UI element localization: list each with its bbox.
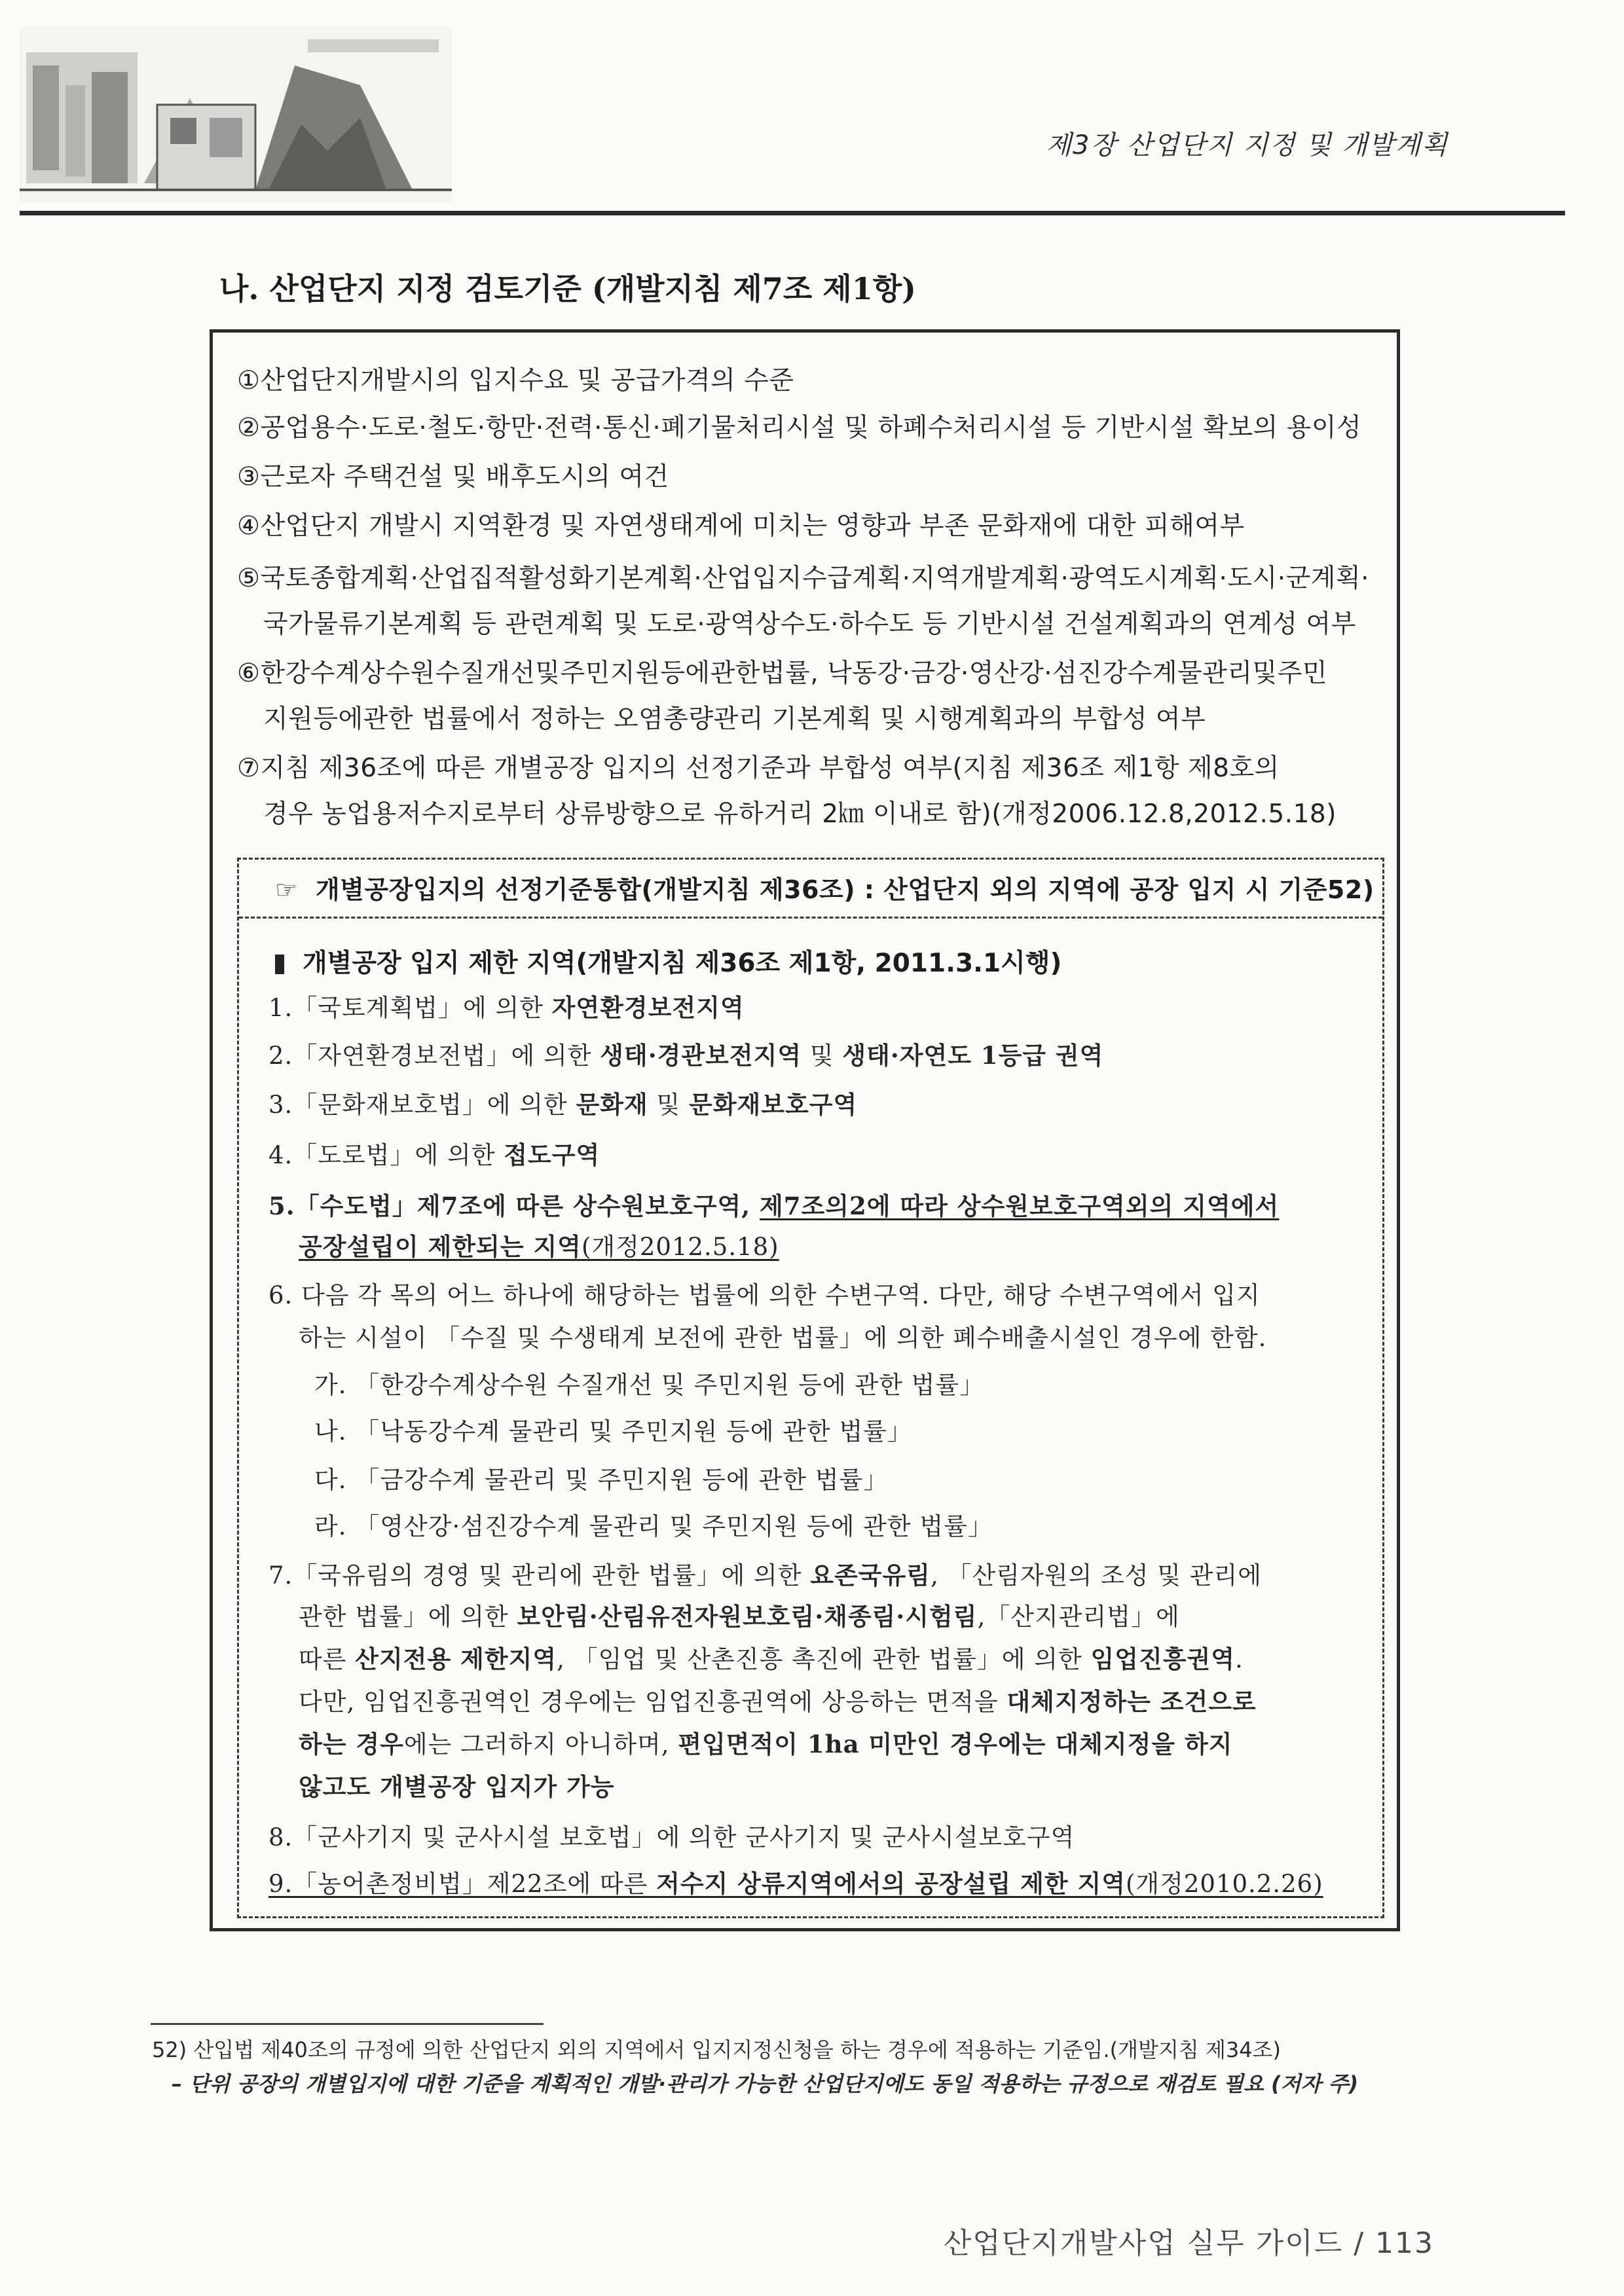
restrict-item-2: 2.「자연환경보전법」에 의한 생태·경관보전지역 및 생태·자연도 1등급 권역 [268, 1041, 1104, 1070]
restrict-item-6-da: 다. 「금강수계 물관리 및 주민지원 등에 관한 법률」 [314, 1466, 889, 1494]
inner-title-divider [239, 917, 1382, 919]
restrict-item-7-line6: 않고도 개별공장 입지가 가능 [299, 1772, 615, 1801]
site-criteria-title-text: 개별공장입지의 선정기준통합(개발지침 제36조) : 산업단지 외의 지역에 공장 입지 시 기준52) [316, 875, 1375, 904]
restrict-item-5: 5.「수도법」제7조에 따른 상수원보호구역, 제7조의2에 따라 상수원보호구역외의 지역에서 [268, 1192, 1280, 1220]
section-heading: 나. 산업단지 지정 검토기준 (개발지침 제7조 제1항) [219, 271, 916, 306]
restrict-item-7-line2: 관한 법률」에 의한 보안림·산림유전자원보호림·채종림·시험림,「산지관리법」에 [299, 1602, 1180, 1631]
criterion-3: ③근로자 주택건설 및 배후도시의 여건 [237, 462, 669, 492]
restrict-item-4: 4.「도로법」에 의한 접도구역 [268, 1140, 600, 1169]
restrict-item-6-na: 나. 「낙동강수계 물관리 및 주민지원 등에 관한 법률」 [314, 1417, 912, 1446]
criterion-6: ⑥한강수계상수원수질개선및주민지원등에관한법률, 낙동강·금강·영산강·섬진강수계물관리및주민 [237, 659, 1328, 688]
criterion-7-cont: 경우 농업용저수지로부터 상류방향으로 유하거리 2㎞ 이내로 함)(개정2006.12.8,2012.5.18) [263, 799, 1337, 829]
restrict-item-6-ra: 라. 「영산강·섬진강수계 물관리 및 주민지원 등에 관한 법률」 [314, 1512, 993, 1540]
pointing-hand-icon: ☞ [275, 875, 298, 904]
header-rule [20, 211, 1565, 215]
restrict-item-9: 9.「농어촌정비법」제22조에 따른 저수지 상류지역에서의 공장설립 제한 지역(개정2010.2.26) [268, 1869, 1323, 1898]
restrict-item-7: 7.「국유림의 경영 및 관리에 관한 법률」에 의한 요존국유림, 「산림자원의 조성 및 관리에 [268, 1561, 1262, 1590]
restrict-item-6: 6. 다음 각 목의 어느 하나에 해당하는 법률에 의한 수변구역. 다만, 해당 수변구역에서 입지 [268, 1281, 1261, 1309]
page-footer: 산업단지개발사업 실무 가이드 / 113 [943, 2227, 1434, 2260]
restrict-heading [275, 943, 1061, 979]
footnote-52: 52) 산입법 제40조의 규정에 의한 산업단지 외의 지역에서 입지지정신청을 하는 경우에 적용하는 기준임.(개발지침 제34조) [152, 2037, 1281, 2062]
square-bullet-icon [275, 955, 284, 974]
restrict-item-6-cont: 하는 시설이 「수질 및 수생태계 보전에 관한 법률」에 의한 폐수배출시설인 경우에 한함. [299, 1324, 1267, 1352]
criterion-2: ②공업용수·도로·철도·항만·전력·통신·폐기물처리시설 및 하폐수처리시설 등 기반시설 확보의 용이성 [237, 413, 1362, 443]
criterion-1: ①산업단지개발시의 입지수요 및 공급가격의 수준 [237, 366, 794, 395]
restrict-item-3: 3.「문화재보호법」에 의한 문화재 및 문화재보호구역 [268, 1090, 858, 1119]
site-criteria-title [275, 869, 1375, 905]
restrict-item-6-ga: 가. 「한강수계상수원 수질개선 및 주민지원 등에 관한 법률」 [314, 1371, 985, 1399]
restrict-item-7-line5: 하는 경우에는 그러하지 아니하며, 편입면적이 1ha 미만인 경우에는 대체지정을 하지 [299, 1730, 1233, 1758]
criterion-5-cont: 국가물류기본계획 등 관련계획 및 도로·광역상수도·하수도 등 기반시설 건설계획과의 연계성 여부 [263, 610, 1356, 639]
restrict-item-8: 8.「군사기지 및 군사시설 보호법」에 의한 군사기지 및 군사시설보호구역 [268, 1823, 1075, 1851]
footnote-52-note: – 단위 공장의 개별입지에 대한 기준을 계획적인 개발·관리가 가능한 산업단지에도 동일 적용하는 규정으로 재검토 필요 (저자 주) [172, 2071, 1359, 2096]
criterion-5: ⑤국토종합계획·산업집적활성화기본계획·산업입지수급계획·지역개발계획·광역도시계획·도시·군계획· [237, 564, 1370, 593]
restrict-item-7-line3: 따른 산지전용 제한지역, 「임업 및 산촌진흥 촉진에 관한 법률」에 의한 임업진흥권역. [299, 1645, 1244, 1673]
criterion-7: ⑦지침 제36조에 따른 개별공장 입지의 선정기준과 부합성 여부(지침 제36조 제1항 제8호의 [237, 754, 1280, 783]
restrict-heading-text: 개별공장 입지 제한 지역(개발지침 제36조 제1항, 2011.3.1시행) [303, 949, 1062, 978]
restrict-item-7-line4: 다만, 임업진흥권역인 경우에는 임업진흥권역에 상응하는 면적을 대체지정하는 조건으로 [299, 1687, 1257, 1716]
criterion-6-cont: 지원등에관한 법률에서 정하는 오염총량관리 기본계획 및 시행계획과의 부합성 여부 [263, 704, 1206, 734]
chapter-title: 제3장 산업단지 지정 및 개발계획 [1046, 130, 1449, 160]
criterion-4: ④산업단지 개발시 지역환경 및 자연생태계에 미치는 영향과 부존 문화재에 대한 피해여부 [237, 511, 1245, 541]
header-illustration [20, 26, 452, 203]
restrict-item-5-cont: 공장설립이 제한되는 지역(개정2012.5.18) [299, 1232, 779, 1261]
restrict-item-1: 1.「국토계획법」에 의한 자연환경보전지역 [268, 993, 745, 1022]
footnote-rule [151, 2023, 544, 2025]
